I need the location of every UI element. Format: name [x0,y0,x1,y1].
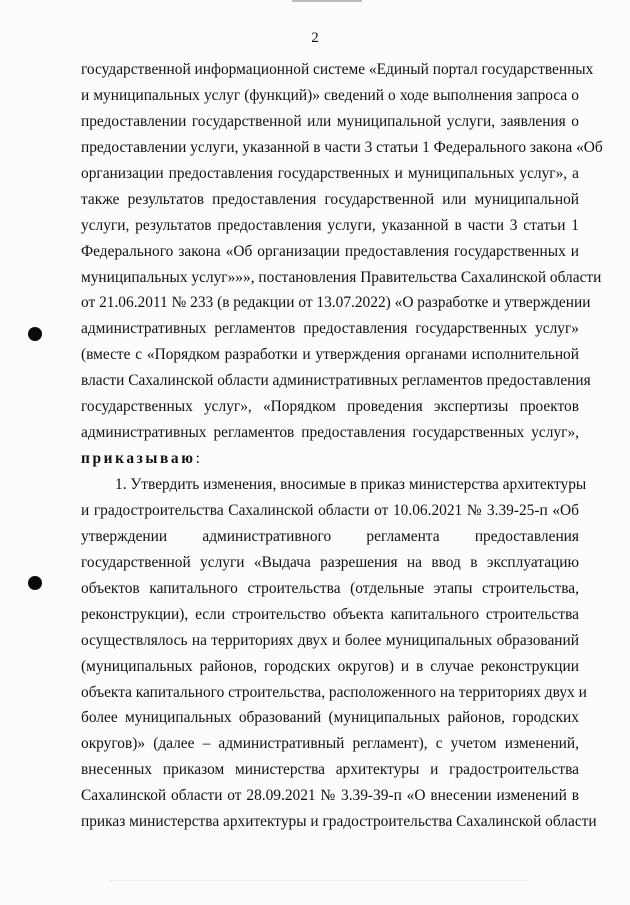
text-line: предоставлении услуги, указанной в части 3 статьи 1 Федерального закона «Об [81,138,603,156]
text-line: и муниципальных услуг (функций)» сведений о ходе выполнения запроса о [81,86,579,104]
text-line: муниципальных услуг»»», постановления Правительства Сахалинской области [81,268,602,286]
text-line: организации предоставления государственных и муниципальных услуг», а [81,164,579,182]
text-line: 1. Утвердить изменения, вносимые в приказ министерства архитектуры [115,476,587,493]
text-line: объекта капитального строительства, расположенного на территориях двух и [81,683,587,701]
punch-hole-icon [28,327,42,341]
punch-hole-icon [28,576,42,590]
page-number: 2 [311,30,319,46]
text-line: и градостроительства Сахалинской области от 10.06.2021 № 3.39-25-п «Об [81,501,579,519]
text-line: государственной услуги «Выдача разрешения на ввод в эксплуатацию [81,553,579,571]
order-word: приказываю [81,450,196,468]
text-line: административных регламентов предоставления государственных услуг» [81,320,579,338]
text-line: государственных услуг», «Порядком проведения экспертизы проектов [81,398,579,416]
text-line: Сахалинской области от 28.09.2021 № 3.39-39-п «О внесении изменений в [81,787,579,805]
text-line: объектов капитального строительства (отдельные этапы строительства, [81,579,579,597]
text-line: внесенных приказом министерства архитектуры и градостроительства [81,761,579,779]
text-line: осуществлялось на территориях двух и более муниципальных образований [81,631,579,649]
text-line: также результатов предоставления государственной или муниципальной [81,190,579,208]
document-body [81,57,603,835]
text-line: (муниципальных районов, городских округов) и в случае реконструкции [81,657,579,675]
scan-noise [110,880,530,887]
text-line [81,446,579,472]
text-line: услуги, результатов предоставления услуги, указанной в части 3 статьи 1 [81,216,579,234]
text-line: Федерального закона «Об организации предоставления государственных и [81,242,579,260]
text-line: предоставлении государственной или муниципальной услуги, заявления о [81,112,579,130]
order-word-tail: : [195,450,200,468]
scan-artifact-line [292,0,362,2]
text-line: округов)» (далее – административный регламент), с учетом изменений, [81,735,579,753]
text-line: приказ министерства архитектуры и градостроительства Сахалинской области [81,813,597,831]
text-line: более муниципальных образований (муниципальных районов, городских [81,709,579,727]
text-line: (вместе с «Порядком разработки и утверждения органами исполнительной [81,346,579,364]
text-line: власти Сахалинской области административных регламентов предоставления [81,372,591,390]
text-line: утверждении административного регламента предоставления [81,527,579,545]
text-line: от 21.06.2011 № 233 (в редакции от 13.07.2022) «О разработке и утверждении [81,294,591,312]
text-line: государственной информационной системе «Единый портал государственных [81,61,594,78]
text-line: административных регламентов предоставления государственных услуг», [81,424,579,442]
text-line: реконструкции), если строительство объекта капитального строительства [81,605,579,623]
